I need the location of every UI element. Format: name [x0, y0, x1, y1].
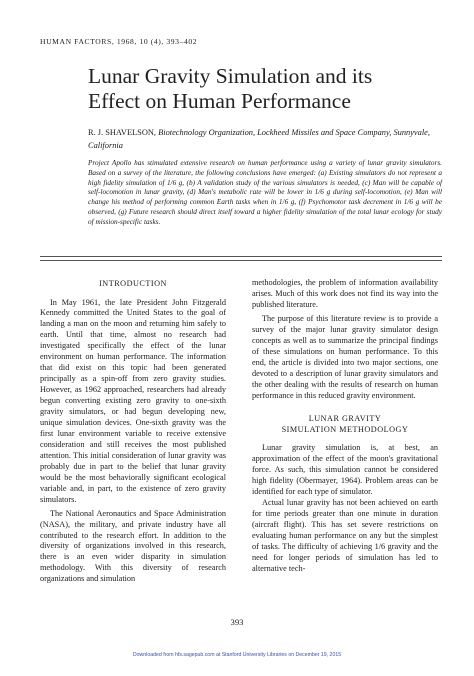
intro-paragraph-4: The purpose of this literature review is to provide a survey of the major lunar gravity simulator design concepts as well as to summarize the principal findings of these simulations on human performance. To this end, the article is divided into two major sections, one devoted to a description of lunar gravity simulators and the other dealing with the results of research on human performance in this reduced gravity environment.	[252, 313, 438, 400]
header-rule-bottom	[40, 260, 442, 261]
article-title	[88, 64, 408, 114]
title-line-2: Effect on Human Performance	[88, 89, 351, 113]
intro-paragraph-3: methodologies, the problem of information availability arises. Much of this work does not find its way into the published literature.	[252, 278, 438, 309]
journal-citation: HUMAN FACTORS, 1968, 10 (4), 393–402	[40, 37, 198, 46]
byline	[88, 126, 444, 152]
introduction-heading: INTRODUCTION	[99, 279, 167, 288]
title-line-1: Lunar Gravity Simulation and its	[88, 64, 373, 88]
lunar-gravity-heading	[252, 414, 438, 435]
lunar-heading-line-2: SIMULATION METHODOLOGY	[281, 424, 409, 434]
methodology-paragraph-2: Actual lunar gravity has not been achieved on earth for time periods greater than one minute in duration (aircraft flight). This has set severe restrictions on evaluating human performance on any but the simplest of tasks. The difficulty of achieving 1/6 gravity and the need for longer periods of simulation has led to alternative tech-	[252, 498, 438, 573]
header-rule-top	[40, 256, 442, 257]
intro-paragraph-2: The National Aeronautics and Space Administration (NASA), the military, and private industry have all contributed to the research effort. In addition to the diversity of organizations involved in this research, there is an even wider disparity in simulation methodology. With this diversity of research organizations and simulation	[40, 508, 226, 584]
methodology-paragraph-1: Lunar gravity simulation is, at best, an approximation of the effect of the moon's gravitational force. As such, this simulation cannot be considered high fidelity (Obermayer, 1964). Problem areas can be identified for each type of simulator.	[252, 443, 438, 497]
author-affiliation: Biotechnology Organization, Lockheed Missiles and Space Company, Sunnyvale, California	[88, 128, 430, 150]
left-column	[40, 276, 226, 585]
lunar-heading-line-1: LUNAR GRAVITY	[308, 414, 382, 424]
page-number: 393	[230, 617, 244, 627]
abstract: Project Apollo has stimulated extensive research on human performance using a variety of lunar gravity simulators. Based on a survey of the literature, the following conclusions have emerged: (a) Existing simulators do not represent a high fidelity simulation of 1/6 g, (b) A validation study of the various simulators is needed, (c) Man will be capable of self-locomotion in lunar gravity, (d) Man's metabolic rate will be lower in 1/6 g during self-locomotion, (e) Man will change his method of performing common Earth tasks when in 1/6 g, (f) Psychomotor task decrement in 1/6 g will be observed, (g) Future research should direct itself toward a higher fidelity simulation of the total lunar ecology for study of mission-specific tasks.	[88, 159, 442, 226]
download-footer: Downloaded from hfs.sagepub.com at Stanford University Libraries on December 19, 2015	[132, 652, 342, 658]
intro-paragraph-1: In May 1961, the late President John Fitzgerald Kennedy committed the United States to the goal of landing a man on the moon and returning him safely to earth. Until that time, almost no research had investigated specifically the effect of the lunar environment on human performance. The information that did exist on this topic had been generated principally as a spin-off from zero gravity studies. However, as 1962 approached, researchers had already begun converting existing zero gravity to one-sixth gravity simulators, or had begun developing new, unique simulation devices. One-sixth gravity was the first lunar environment variable to receive extensive consideration and still receives the most published attention. This initial consideration of lunar gravity was probably due in part to the belief that lunar gravity would be the most behaviorally significant ecological variable and, in part, to the existence of zero gravity simulators.	[40, 297, 226, 504]
right-column	[252, 278, 438, 575]
author-name: R. J. SHAVELSON,	[88, 128, 159, 137]
